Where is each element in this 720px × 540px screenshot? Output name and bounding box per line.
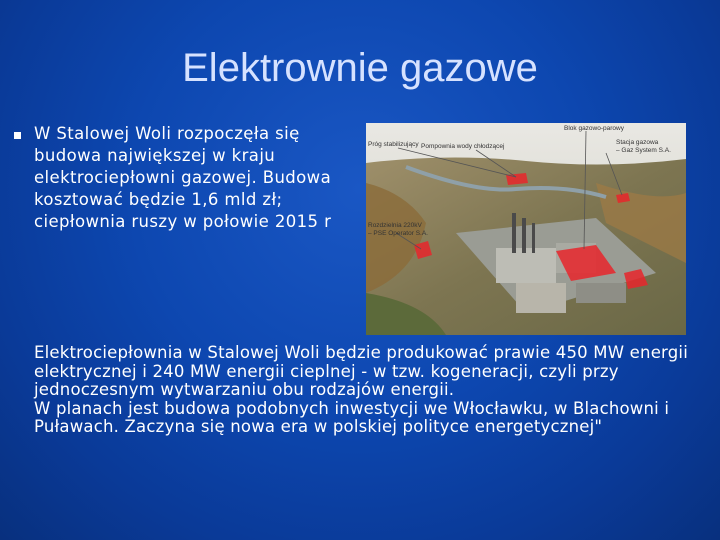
label-rozdzielnia-2: – PSE Operator S.A. bbox=[368, 230, 428, 237]
slide-title: Elektrownie gazowe bbox=[182, 46, 538, 90]
label-prog: Próg stabilizujący bbox=[368, 141, 419, 148]
bullet-text: W Stalowej Woli rozpoczęła się budowa największej w kraju elektrociepłowni gazowej. Budowa kosztować będzie 1,6 mld zł; ciepłownia ruszy w połowie 2015 r bbox=[34, 124, 332, 231]
power-plant-photo bbox=[366, 123, 686, 335]
label-stacja-2: – Gaz System S.A. bbox=[616, 147, 671, 154]
label-rozdzielnia-1: Rozdzielnia 220kV bbox=[368, 222, 422, 229]
label-stacja-1: Stacja gazowa bbox=[616, 139, 659, 146]
bullet-marker bbox=[14, 132, 21, 139]
body-text bbox=[34, 344, 694, 437]
aerial-photo-illustration bbox=[366, 123, 686, 335]
label-blok: Blok gazowo-parowy bbox=[564, 125, 624, 132]
paragraph-1: Elektrociepłownia w Stalowej Woli będzie produkować prawie 450 MW energii elektrycznej i 240 MW energii cieplnej - w tzw. kogeneracji, czyli przy jednoczesnym wytwarzaniu obu rodzajów energii. bbox=[34, 343, 688, 399]
paragraph-2: W planach jest budowa podobnych inwestycji we Włocławku, w Blachowni i Puławach. Zaczyna się nowa era w polskiej polityce energetycznej" bbox=[34, 398, 670, 436]
label-pompownia: Pompownia wody chłodzącej bbox=[421, 143, 505, 150]
